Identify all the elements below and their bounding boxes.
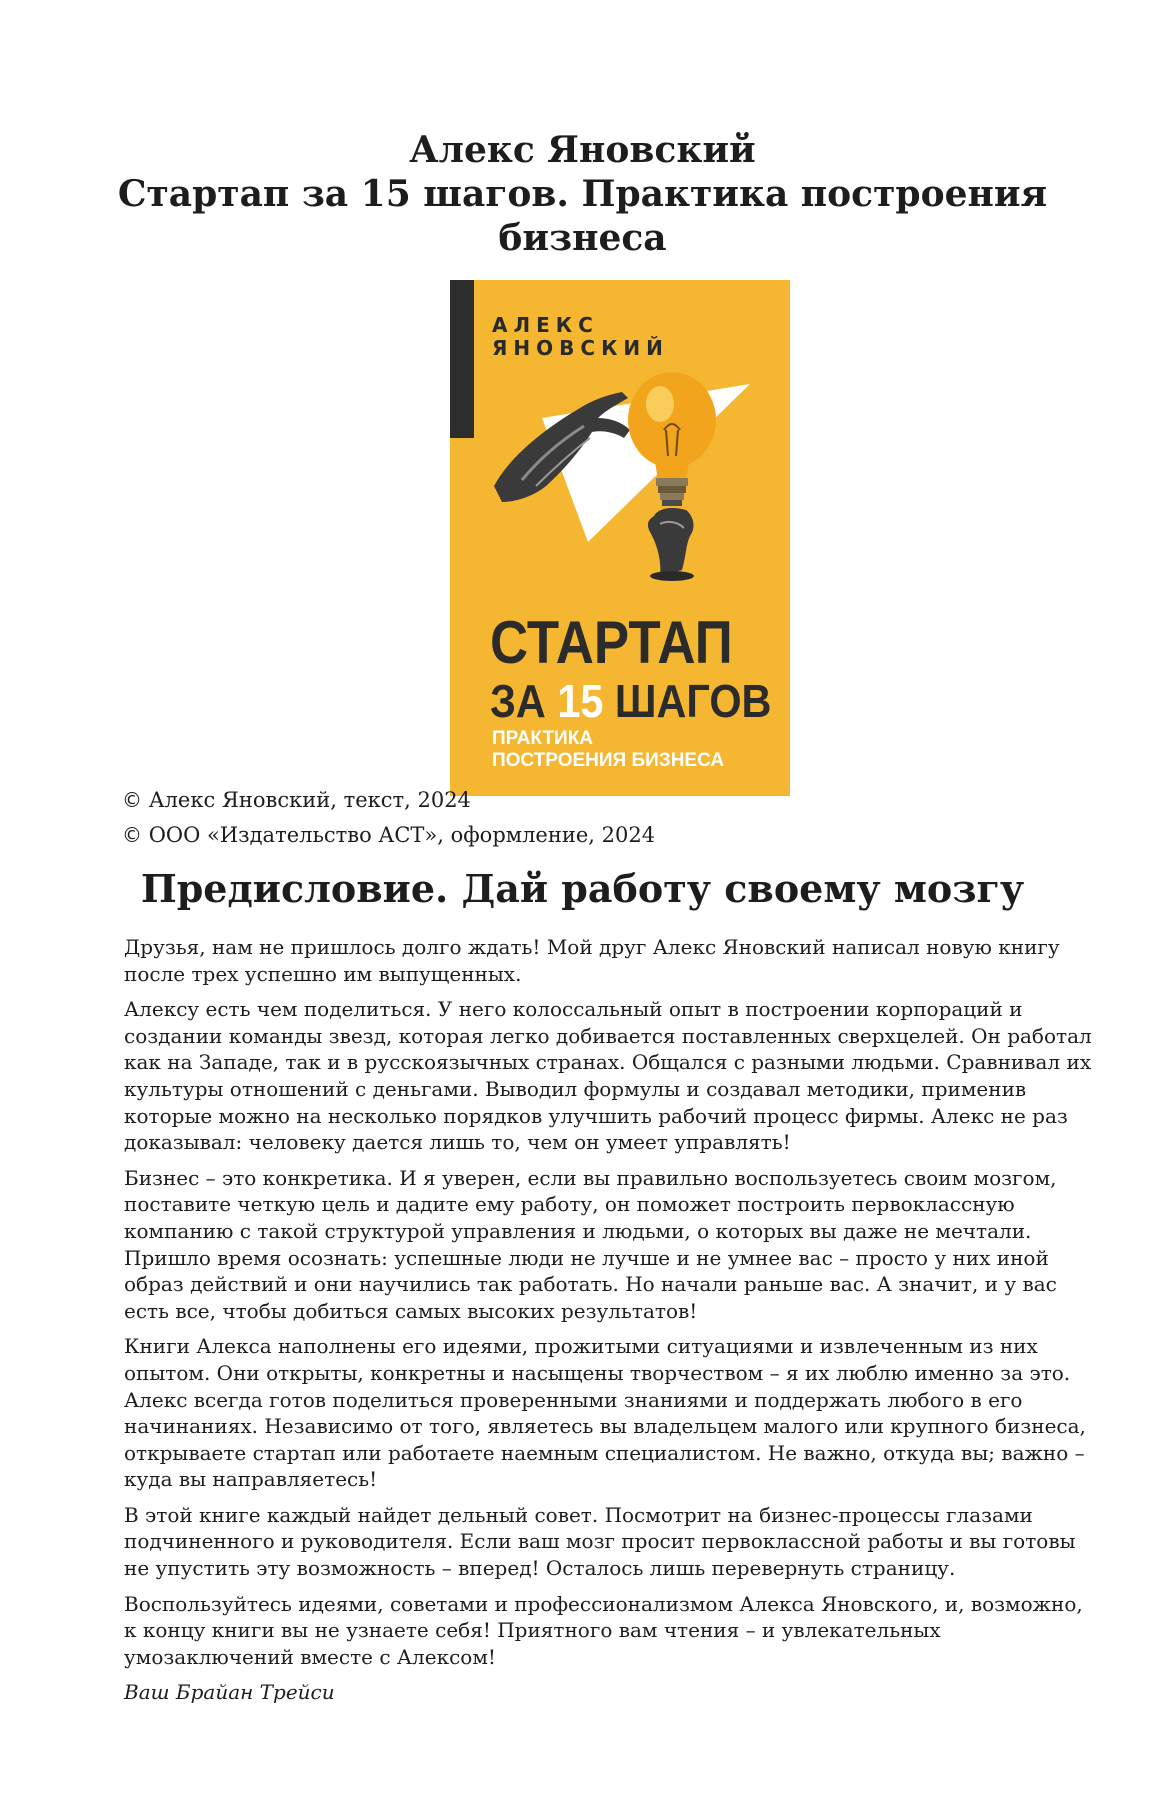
copyright-icon: © [122,823,142,847]
foreword-body [124,934,1094,1715]
book-title-line-2: бизнеса [498,217,667,259]
signature: Ваш Брайан Трейси [124,1680,335,1705]
paragraph: В этой книге каждый найдет дельный совет. Посмотрит на бизнес-процессы глазами подчиненного и руководителя. Если ваш мозг просит первоклассной работы и вы готовы не упустить эту возможность – вперед! Осталось лишь перевернуть страницу. [124,1502,1076,1581]
book-cover-image [450,280,790,796]
cover-author-first-name: АЛЕКС [492,313,599,337]
paragraph: Друзья, нам не пришлось долго ждать! Мой друг Алекс Яновский написал новую книгу после трех успешно им выпущенных. [124,935,1060,986]
copyright-text-2: ООО «Издательство АСТ», оформление, 2024 [148,823,656,847]
cover-title-steps [490,676,771,726]
paragraph: Алексу есть чем поделиться. У него колоссальный опыт в построении корпораций и создании команды звезд, которая легко добивается поставленных сверхцелей. Он работал как на Западе, так и в русскоязычных странах. Общался с разными людьми. Сравнивал их культуры отношений с деньгами. Выводил формулы и создавал методики, применив которые можно на несколько порядков улучшить рабочий процесс фирмы. Алекс не раз доказывал: человеку дается лишь то, чем он умеет управлять! [124,997,1092,1155]
cover-title-shagov: ШАГОВ [614,675,772,727]
cover-subtitle-line-2: ПОСТРОЕНИЯ БИЗНЕСА [492,750,725,771]
cover-title-za: ЗА [490,675,546,727]
book-author: Алекс Яновский [409,129,756,171]
paragraph: Воспользуйтесь идеями, советами и профессионализмом Алекса Яновского, и, возможно, к концу книги вы не узнаете себя! Приятного вам чтения – и увлекательных умозаключений вместе с Алексом! [124,1591,1083,1669]
cover-author-last-name: ЯНОВСКИЙ [492,336,669,360]
paragraph: Книги Алекса наполнены его идеями, прожитыми ситуациями и извлеченным из них опытом. Они открыты, конкретны и насыщены творчеством – я их люблю именно за это. Алекс всегда готов поделиться проверенными знаниями и поддержать любого в его начинаниях. Независимо от того, являетесь вы владельцем малого или крупного бизнеса, открываете стартап или работаете наемным специалистом. Не важно, откуда вы; важно – куда вы направляетесь! [124,1334,1086,1492]
cover-subtitle-line-1: ПРАКТИКА [492,728,594,749]
cover-subtitle [492,728,724,772]
paragraph: Бизнес – это конкретика. И я уверен, если вы правильно воспользуетесь своим мозгом, поставите четкую цель и дадите ему работу, он поможет построить первоклассную компанию с такой структурой управления и людьми, о которых вы даже не мечтали. Пришло время осознать: успешные люди не лучше и не умнее вас – просто у них иной образ действий и они научились так работать. Но начали раньше вас. А значит, и у вас есть все, чтобы добиться самых высоких результатов! [124,1165,1057,1323]
copyright-icon: © [122,788,142,812]
copyright-text-1: Алекс Яновский, текст, 2024 [148,788,471,812]
cover-title-main: СТАРТАП [490,609,733,676]
holding-hand-icon [648,508,694,581]
book-header [0,128,1165,260]
copyright-line-2 [122,822,822,848]
cover-title-number: 15 [557,675,604,727]
section-title: Предисловие. Дай работу своему мозгу [140,866,1025,911]
copyright-line-1 [122,787,822,813]
book-title-line-1: Стартап за 15 шагов. Практика построения [117,173,1048,215]
